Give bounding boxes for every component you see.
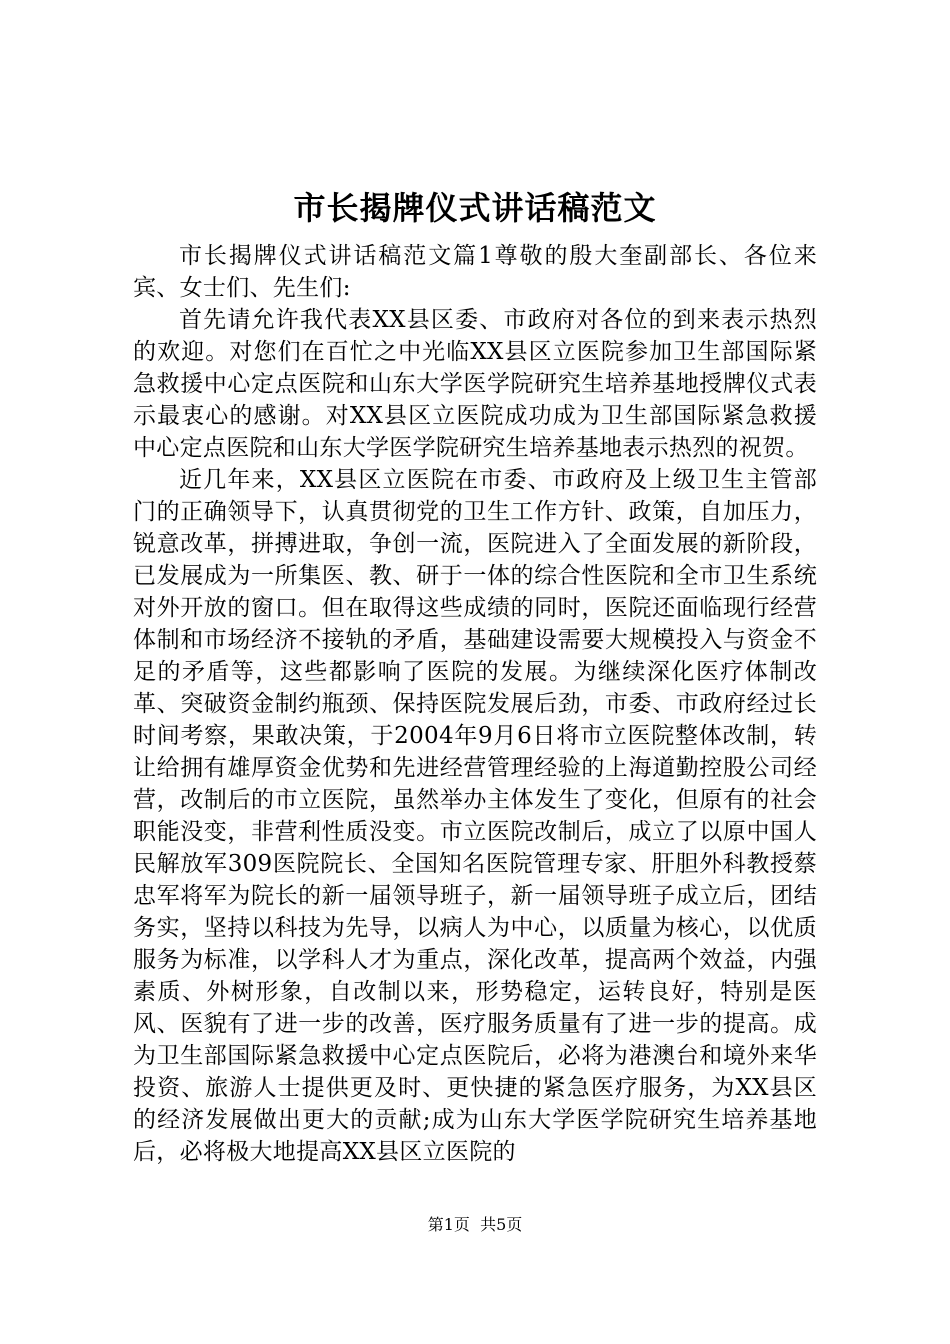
page-total: 共5页: [480, 1215, 523, 1234]
paragraph-opening: 市长揭牌仪式讲话稿范文篇1尊敬的殷大奎副部长、各位来宾、女士们、先生们:: [133, 243, 817, 301]
page-number: 第1页: [427, 1215, 470, 1234]
paragraph-development: 近几年来，XX县区立医院在市委、市政府及上级卫生主管部门的正确领导下，认真贯彻党的卫生工作方针、政策，自加压力，锐意改革，拼搏进取，争创一流，医院进入了全面发展的新阶段，已发展成为一所集医、教、研于一体的综合性医院和全市卫生系统对外开放的窗口。但在取得这些成绩的同时，医院还面临现行经营体制和市场经济不接轨的矛盾，基础建设需要大规模投入与资金不足的矛盾等，这些都影响了医院的发展。为继续深化医疗体制改革、突破资金制约瓶颈、保持医院发展后劲，市委、市政府经过长时间考察，果敢决策，于2004年9月6日将市立医院整体改制，转让给拥有雄厚资金优势和先进经营管理经验的上海道勤控股公司经营，改制后的市立医院，虽然举办主体发生了变化，但原有的社会职能没变，非营利性质没变。市立医院改制后，成立了以原中国人民解放军309医院院长、全国知名医院管理专家、肝胆外科教授蔡忠军将军为院长的新一届领导班子，新一届领导班子成立后，团结务实，坚持以科技为先导，以病人为中心，以质量为核心，以优质服务为标准，以学科人才为重点，深化改革，提高两个效益，内强素质、外树形象，自改制以来，形势稳定，运转良好，特别是医风、医貌有了进一步的改善，医疗服务质量有了进一步的提高。成为卫生部国际紧急救援中心定点医院后，必将为港澳台和境外来华投资、旅游人士提供更及时、更快捷的紧急医疗服务，为XX县区的经济发展做出更大的贡献;成为山东大学医学院研究生培养基地后，必将极大地提高XX县区立医院的: [133, 467, 817, 1165]
page-footer: [0, 1214, 950, 1236]
document-body: [133, 240, 817, 1168]
paragraph-welcome: 首先请允许我代表XX县区委、市政府对各位的到来表示热烈的欢迎。对您们在百忙之中光临XX县区立医院参加卫生部国际紧急救援中心定点医院和山东大学医学院研究生培养基地授牌仪式表示最衷心的感谢。对XX县区立医院成功成为卫生部国际紧急救援中心定点医院和山东大学医学院研究生培养基地表示热烈的祝贺。: [133, 307, 817, 461]
document-title: 市长揭牌仪式讲话稿范文: [293, 189, 657, 227]
